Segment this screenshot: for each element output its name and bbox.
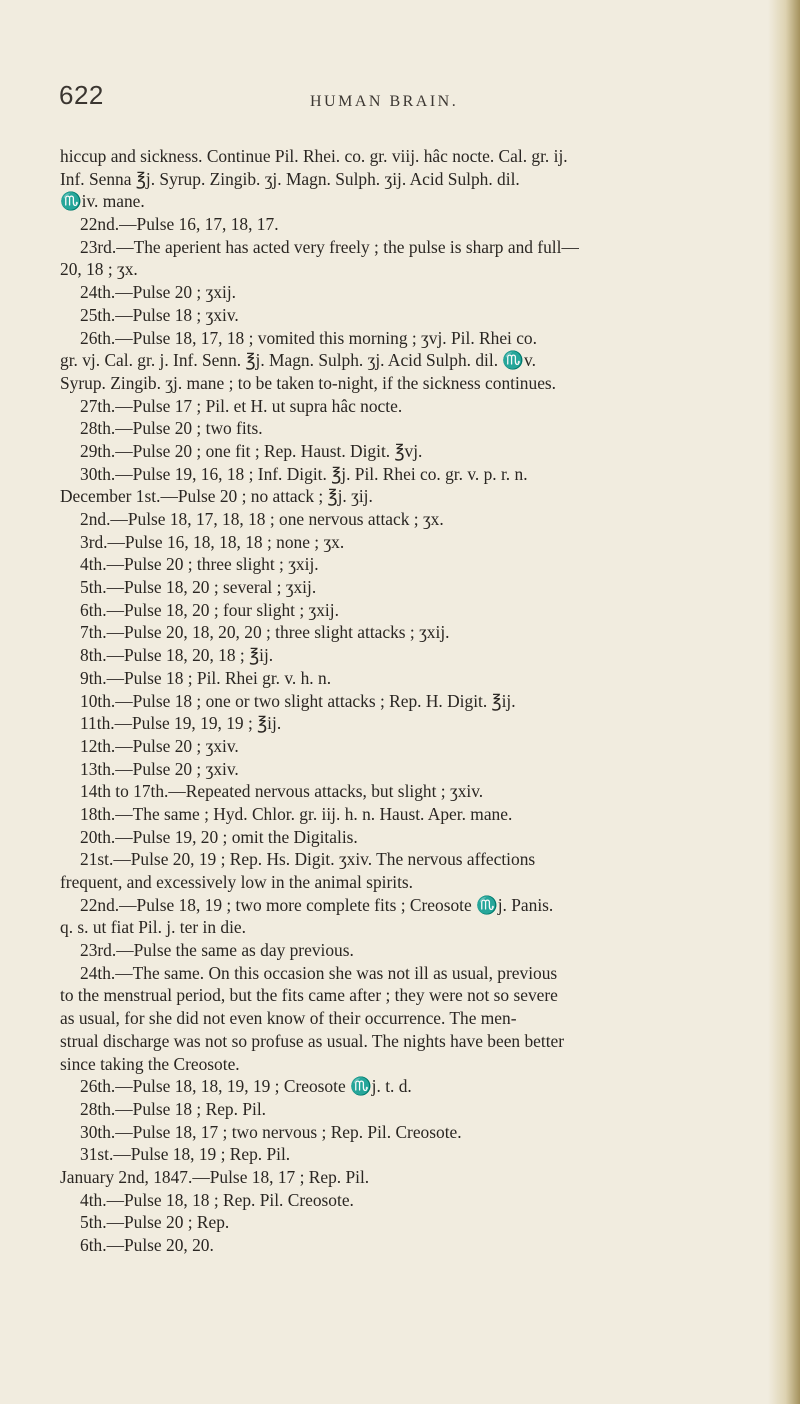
- text-line: q. s. ut fiat Pil. j. ter in die.: [60, 917, 246, 938]
- text-line: hiccup and sickness. Continue Pil. Rhei. co. gr. viij. hâc nocte. Cal. gr. ij.: [60, 146, 568, 166]
- text-line: Syrup. Zingib. ʒj. mane ; to be taken to-night, if the sickness continues.: [60, 372, 557, 393]
- text-line: 18th.—The same ; Hyd. Chlor. gr. iij. h. n. Haust. Aper. mane.: [80, 803, 513, 824]
- text-line: 10th.—Pulse 18 ; one or two slight attacks ; Rep. H. Digit. ℥ij.: [80, 690, 516, 711]
- text-line: 31st.—Pulse 18, 19 ; Rep. Pil.: [80, 1144, 291, 1165]
- text-line: 24th.—Pulse 20 ; ʒxij.: [80, 282, 237, 303]
- text-line: 4th.—Pulse 18, 18 ; Rep. Pil. Creosote.: [80, 1189, 354, 1210]
- text-line: 20, 18 ; ʒx.: [60, 259, 138, 280]
- text-line: 21st.—Pulse 20, 19 ; Rep. Hs. Digit. ʒxiv. The nervous affections: [80, 849, 536, 870]
- text-line: January 2nd, 1847.—Pulse 18, 17 ; Rep. Pil.: [60, 1166, 370, 1187]
- text-line: 25th.—Pulse 18 ; ʒxiv.: [80, 304, 239, 325]
- text-line: 30th.—Pulse 19, 16, 18 ; Inf. Digit. ℥j. Pil. Rhei co. gr. v. p. r. n.: [80, 463, 528, 484]
- text-line: 4th.—Pulse 20 ; three slight ; ʒxij.: [80, 554, 319, 575]
- page-header: [0, 80, 800, 120]
- text-line: 29th.—Pulse 20 ; one fit ; Rep. Haust. Digit. ℥vj.: [80, 440, 423, 461]
- text-line: 9th.—Pulse 18 ; Pil. Rhei gr. v. h. n.: [80, 667, 332, 688]
- text-line: Inf. Senna ℥j. Syrup. Zingib. ʒj. Magn. Sulph. ʒij. Acid Sulph. dil.: [60, 168, 520, 189]
- text-line: 27th.—Pulse 17 ; Pil. et H. ut supra hâc nocte.: [80, 395, 403, 416]
- text-line: 8th.—Pulse 18, 20, 18 ; ℥ij.: [80, 645, 274, 666]
- text-line: 2nd.—Pulse 18, 17, 18, 18 ; one nervous attack ; ʒx.: [80, 509, 444, 529]
- text-line: as usual, for she did not even know of their occurrence. The men-: [60, 1008, 517, 1029]
- text-line: 13th.—Pulse 20 ; ʒxiv.: [80, 758, 239, 779]
- running-title: HUMAN BRAIN.: [310, 93, 459, 110]
- text-line: to the menstrual period, but the fits came after ; they were not so severe: [60, 985, 558, 1006]
- text-line: 14th to 17th.—Repeated nervous attacks, but slight ; ʒxiv.: [80, 781, 484, 802]
- text-line: ♏iv. mane.: [60, 191, 145, 212]
- text-line: 28th.—Pulse 18 ; Rep. Pil.: [80, 1098, 266, 1119]
- text-line: 3rd.—Pulse 16, 18, 18, 18 ; none ; ʒx.: [80, 531, 345, 552]
- text-line: 5th.—Pulse 20 ; Rep.: [80, 1212, 230, 1233]
- text-line: 30th.—Pulse 18, 17 ; two nervous ; Rep. Pil. Creosote.: [80, 1121, 462, 1142]
- text-line: 26th.—Pulse 18, 17, 18 ; vomited this morning ; ʒvj. Pil. Rhei co.: [80, 327, 537, 348]
- text-line: 28th.—Pulse 20 ; two fits.: [80, 418, 263, 439]
- text-line: 22nd.—Pulse 16, 17, 18, 17.: [80, 214, 279, 235]
- text-line: 22nd.—Pulse 18, 19 ; two more complete fits ; Creosote ♏j. Panis.: [80, 894, 554, 915]
- case-notes-text: [60, 145, 755, 1257]
- text-line: frequent, and excessively low in the animal spirits.: [60, 872, 414, 892]
- text-line: 26th.—Pulse 18, 18, 19, 19 ; Creosote ♏j. t. d.: [80, 1076, 412, 1097]
- text-line: 11th.—Pulse 19, 19, 19 ; ℥ij.: [80, 713, 282, 734]
- text-line: December 1st.—Pulse 20 ; no attack ; ℥j. ʒij.: [60, 486, 373, 507]
- text-line: 6th.—Pulse 20, 20.: [80, 1235, 214, 1255]
- page-edge-shadow: [768, 0, 800, 1404]
- text-line: 12th.—Pulse 20 ; ʒxiv.: [80, 735, 239, 756]
- text-line: 20th.—Pulse 19, 20 ; omit the Digitalis.: [80, 826, 358, 847]
- text-line: gr. vj. Cal. gr. j. Inf. Senn. ℥j. Magn. Sulph. ʒj. Acid Sulph. dil. ♏v.: [60, 350, 536, 371]
- text-line: 7th.—Pulse 20, 18, 20, 20 ; three slight attacks ; ʒxij.: [80, 622, 450, 643]
- text-line: 6th.—Pulse 18, 20 ; four slight ; ʒxij.: [80, 599, 339, 620]
- text-line: since taking the Creosote.: [60, 1053, 240, 1074]
- text-line: 24th.—The same. On this occasion she was not ill as usual, previous: [80, 962, 558, 983]
- text-line: 23rd.—The aperient has acted very freely ; the pulse is sharp and full—: [80, 236, 579, 257]
- text-line: strual discharge was not so profuse as usual. The nights have been better: [60, 1030, 565, 1051]
- text-line: 23rd.—Pulse the same as day previous.: [80, 940, 354, 961]
- page-number: 622: [59, 80, 104, 110]
- text-line: 5th.—Pulse 18, 20 ; several ; ʒxij.: [80, 577, 317, 598]
